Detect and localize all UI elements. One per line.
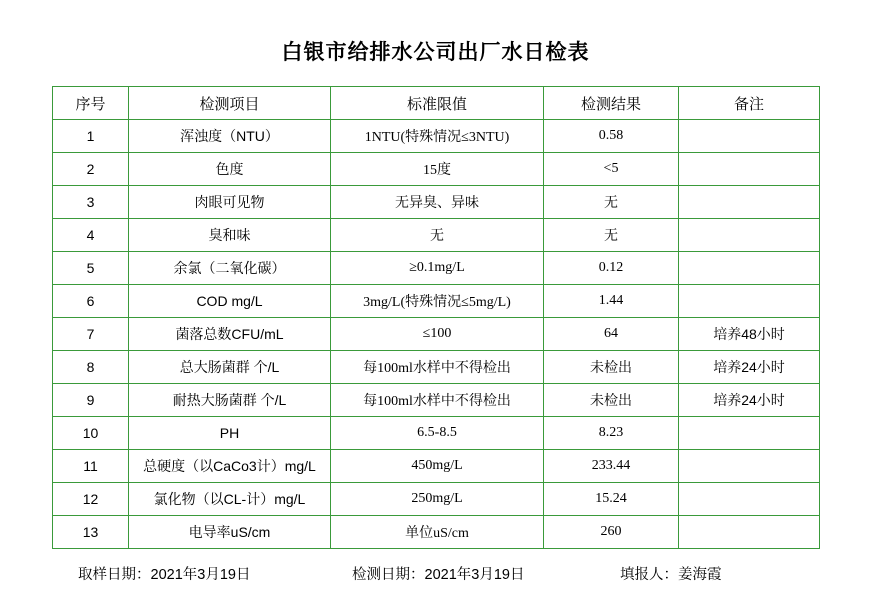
table-row [53,252,820,285]
table-row [53,153,820,186]
cell-remark [679,186,820,219]
cell-limit: 无异臭、异味 [331,186,544,219]
report-table-container [52,86,819,549]
water-quality-table [52,86,820,549]
cell-result: 未检出 [544,351,679,384]
column-header-no: 序号 [53,87,129,120]
page-title: 白银市给排水公司出厂水日检表 [281,41,590,64]
cell-remark [679,285,820,318]
table-row [53,351,820,384]
table-body [53,120,820,549]
cell-result: 未检出 [544,384,679,417]
cell-item: PH [129,417,331,450]
cell-no: 8 [53,351,129,384]
cell-result: 15.24 [544,483,679,516]
cell-remark: 培养48小时 [679,318,820,351]
table-row [53,318,820,351]
table-row [53,219,820,252]
footer [52,563,819,584]
cell-result: 8.23 [544,417,679,450]
cell-remark [679,516,820,549]
cell-item: 浑浊度（NTU） [129,120,331,153]
cell-result: 0.58 [544,120,679,153]
table-row [53,516,820,549]
cell-no: 13 [53,516,129,549]
cell-no: 11 [53,450,129,483]
cell-remark [679,417,820,450]
cell-item: 余氯（二氧化碳） [129,252,331,285]
cell-item: COD mg/L [129,285,331,318]
cell-remark [679,450,820,483]
cell-remark [679,219,820,252]
cell-limit: 无 [331,219,544,252]
cell-no: 1 [53,120,129,153]
cell-result: 1.44 [544,285,679,318]
cell-result: 无 [544,219,679,252]
cell-remark [679,153,820,186]
reporter-name: 填报人：姜海霞 [620,567,722,583]
cell-no: 4 [53,219,129,252]
cell-item: 氯化物（以CL-计）mg/L [129,483,331,516]
cell-item: 总大肠菌群 个/L [129,351,331,384]
cell-no: 7 [53,318,129,351]
cell-limit: 450mg/L [331,450,544,483]
cell-limit: ≤100 [331,318,544,351]
cell-result: 260 [544,516,679,549]
table-row [53,120,820,153]
table-row [53,483,820,516]
cell-item: 总硬度（以CaCo3计）mg/L [129,450,331,483]
cell-remark [679,483,820,516]
cell-item: 电导率uS/cm [129,516,331,549]
cell-limit: 每100ml水样中不得检出 [331,384,544,417]
cell-remark: 培养24小时 [679,351,820,384]
sampling-date: 取样日期：2021年3月19日 [78,567,251,583]
cell-item: 肉眼可见物 [129,186,331,219]
column-header-result: 检测结果 [544,87,679,120]
cell-result: 无 [544,186,679,219]
table-row [53,285,820,318]
cell-limit: 250mg/L [331,483,544,516]
cell-remark: 培养24小时 [679,384,820,417]
cell-no: 12 [53,483,129,516]
table-row [53,384,820,417]
cell-limit: 每100ml水样中不得检出 [331,351,544,384]
cell-limit: ≥0.1mg/L [331,252,544,285]
cell-result: 64 [544,318,679,351]
cell-no: 6 [53,285,129,318]
table-row [53,417,820,450]
cell-result: <5 [544,153,679,186]
cell-limit: 15度 [331,153,544,186]
cell-result: 0.12 [544,252,679,285]
cell-limit: 单位uS/cm [331,516,544,549]
column-header-remark: 备注 [679,87,820,120]
column-header-limit: 标准限值 [331,87,544,120]
table-header-row [53,87,820,120]
cell-limit: 3mg/L(特殊情况≤5mg/L) [331,285,544,318]
cell-item: 臭和味 [129,219,331,252]
column-header-item: 检测项目 [129,87,331,120]
cell-no: 5 [53,252,129,285]
cell-item: 耐热大肠菌群 个/L [129,384,331,417]
cell-no: 3 [53,186,129,219]
cell-remark [679,120,820,153]
cell-no: 10 [53,417,129,450]
cell-result: 233.44 [544,450,679,483]
test-date: 检测日期：2021年3月19日 [352,567,525,583]
cell-item: 色度 [129,153,331,186]
cell-limit: 1NTU(特殊情况≤3NTU) [331,120,544,153]
table-row [53,450,820,483]
table-row [53,186,820,219]
cell-limit: 6.5-8.5 [331,417,544,450]
cell-no: 9 [53,384,129,417]
cell-remark [679,252,820,285]
cell-no: 2 [53,153,129,186]
cell-item: 菌落总数CFU/mL [129,318,331,351]
